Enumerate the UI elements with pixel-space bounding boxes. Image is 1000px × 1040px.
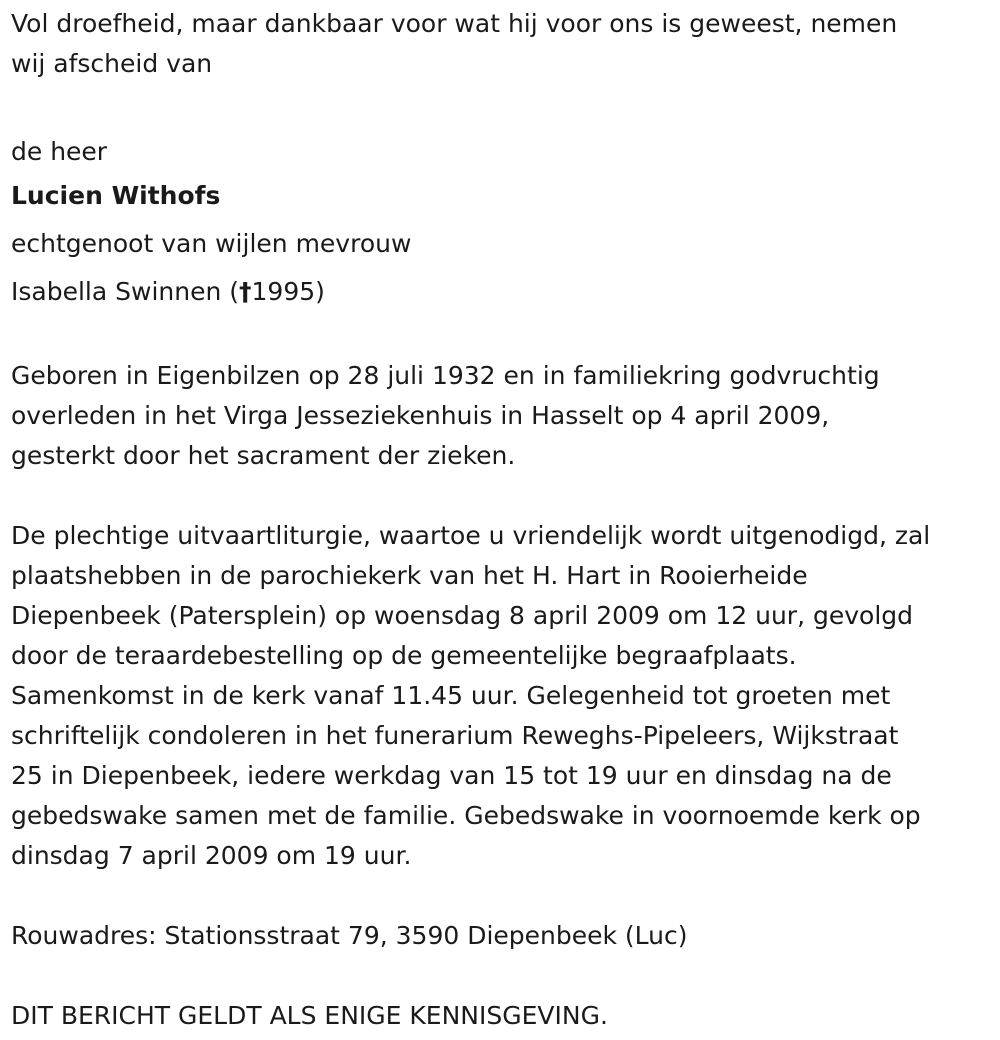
closing-statement: DIT BERICHT GELDT ALS ENIGE KENNISGEVING. (11, 1001, 608, 1030)
spouse-name-line (11, 268, 996, 316)
deceased-name: Lucien Withofs (11, 181, 221, 210)
intro-text: Vol droefheid, maar dankbaar voor wat hij voor ons is geweest, nemen wij afscheid van (11, 9, 898, 78)
birth-death-text: Geboren in Eigenbilzen op 28 juli 1932 en in familiekring godvruchtig overleden in het Virga Jesseziekenhuis in Hasselt op 4 april 2009, gesterkt door het sacrament der zieken. (11, 361, 880, 470)
spouse-relation: echtgenoot van wijlen mevrouw (11, 229, 412, 258)
funeral-text: De plechtige uitvaartliturgie, waartoe u vriendelijk wordt uitgenodigd, zal plaatshebben in de parochiekerk van het H. Hart in Rooierheide Diepenbeek (Patersplein) op woensdag 8 april 2009 om 12 uur, gevolgd door de teraardebestelling op de gemeentelijke begraafplaats. Samenkomst in de kerk vanaf 11.45 uur. Gelegenheid tot groeten met schriftelijk condoleren in het funerarium Reweghs-Pipeleers, Wijkstraat 25 in Diepenbeek, iedere werkdag van 15 tot 19 uur en dinsdag na de gebedswake samen met de familie. Gebedswake in voornoemde kerk op dinsdag 7 april 2009 om 19 uur. (11, 521, 931, 870)
spacer (11, 876, 996, 916)
dagger-icon: † (239, 277, 252, 306)
spouse-name: Isabella Swinnen ( (11, 277, 240, 306)
mourning-address: Rouwadres: Stationsstraat 79, 3590 Diepenbeek (Luc) (11, 921, 688, 950)
obituary-notice (11, 4, 996, 1036)
spacer (11, 316, 996, 356)
spacer (11, 956, 996, 996)
spacer (11, 476, 996, 516)
honorific: de heer (11, 137, 108, 166)
spouse-death-year: 1995) (251, 277, 325, 306)
spacer (11, 84, 996, 124)
